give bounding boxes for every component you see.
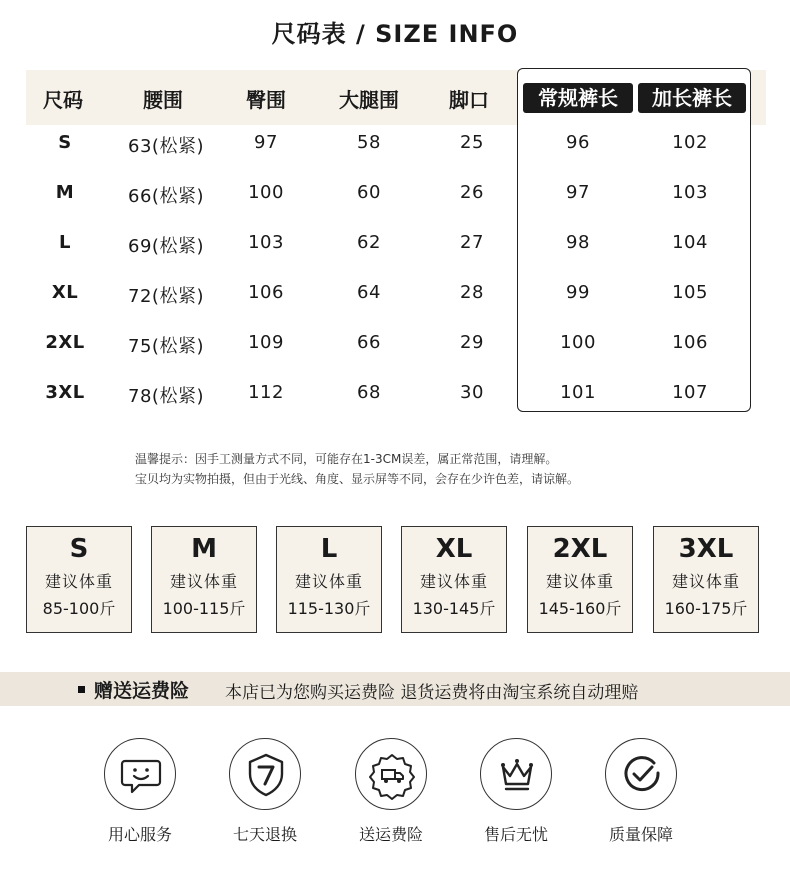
crown-icon [480,738,552,810]
header-regular-length: 常规裤长 [523,83,633,113]
cell-regular-length: 98 [566,232,590,253]
cell-long-length: 106 [672,332,708,353]
page-title: 尺码表 / SIZE INFO [271,20,519,48]
cell-thigh: 66 [357,332,381,353]
cell-leg-opening: 27 [460,232,484,253]
cell-hip: 97 [254,132,278,153]
cell-regular-length: 99 [566,282,590,303]
cell-waist: 63(松紧) [128,136,204,157]
check-circle-icon [605,738,677,810]
bullet-icon [78,686,85,693]
cell-regular-length: 100 [560,332,596,353]
cell-leg-opening: 28 [460,282,484,303]
weight-card-size: 2XL [552,534,608,564]
weight-card-xl [401,526,507,633]
service-label: 送运费险 [358,825,423,844]
cell-waist: 72(松紧) [128,286,204,307]
cell-leg-opening: 29 [460,332,484,353]
cell-long-length: 102 [672,132,708,153]
cell-thigh: 64 [357,282,381,303]
service-label: 售后无忧 [483,825,548,844]
weight-card-range: 115-130斤 [287,599,371,618]
weight-card-s [26,526,132,633]
weight-card-label: 建议体重 [169,572,238,591]
smile-chat-icon [104,738,176,810]
cell-thigh: 62 [357,232,381,253]
weight-card-label: 建议体重 [545,572,614,591]
cell-thigh: 68 [357,382,381,403]
cell-leg-opening: 26 [460,182,484,203]
cell-hip: 103 [248,232,284,253]
insurance-text: 本店已为您购买运费险 退货运费将由淘宝系统自动理赔 [225,683,639,703]
weight-card-size: 3XL [678,534,734,564]
weight-card-label: 建议体重 [44,572,113,591]
weight-card-size: S [69,534,89,564]
cell-waist: 78(松紧) [128,386,204,407]
cell-waist: 66(松紧) [128,186,204,207]
weight-card-2xl [527,526,633,633]
weight-card-range: 85-100斤 [42,599,116,618]
service-label: 用心服务 [107,825,172,844]
cell-hip: 100 [248,182,284,203]
cell-waist: 69(松紧) [128,236,204,257]
weight-card-size: XL [435,534,473,564]
cell-waist: 75(松紧) [128,336,204,357]
shield-seven-icon [229,738,301,810]
cell-size: XL [51,282,79,303]
header-long-length: 加长裤长 [638,83,746,113]
cell-hip: 106 [248,282,284,303]
cell-leg-opening: 30 [460,382,484,403]
weight-card-label: 建议体重 [671,572,740,591]
cell-regular-length: 96 [566,132,590,153]
cell-regular-length: 97 [566,182,590,203]
cell-long-length: 103 [672,182,708,203]
cell-size: L [59,232,71,253]
color-note: 宝贝均为实物拍摄，但由于光线、角度、显示屏等不同，会存在少许色差，请谅解。 [135,472,580,486]
weight-card-l [276,526,382,633]
weight-card-range: 100-115斤 [162,599,246,618]
cell-size: M [55,182,75,203]
weight-card-label: 建议体重 [419,572,488,591]
service-label: 质量保障 [608,825,673,844]
header-size: 尺码 [43,88,83,112]
service-label: 七天退换 [232,825,297,844]
delivery-badge-icon [355,738,427,810]
weight-card-3xl [653,526,759,633]
cell-thigh: 60 [357,182,381,203]
header-hip: 臀围 [246,88,286,112]
cell-hip: 109 [248,332,284,353]
header-leg-opening: 脚口 [449,88,489,112]
cell-regular-length: 101 [560,382,596,403]
cell-thigh: 58 [357,132,381,153]
weight-card-range: 130-145斤 [412,599,496,618]
cell-size: 3XL [45,382,85,403]
insurance-title: 赠送运费险 [94,680,190,702]
cell-size: 2XL [45,332,85,353]
measurement-note: 温馨提示：因手工测量方式不同，可能存在1-3CM误差，属正常范围，请理解。 [135,452,558,466]
header-thigh: 大腿围 [339,88,399,112]
weight-card-range: 160-175斤 [664,599,748,618]
weight-card-size: M [191,534,217,564]
weight-card-label: 建议体重 [294,572,363,591]
weight-card-range: 145-160斤 [538,599,622,618]
weight-card-m [151,526,257,633]
cell-leg-opening: 25 [460,132,484,153]
cell-long-length: 107 [672,382,708,403]
cell-hip: 112 [248,382,284,403]
cell-long-length: 104 [672,232,708,253]
cell-long-length: 105 [672,282,708,303]
header-waist: 腰围 [143,88,183,112]
cell-size: S [58,132,72,153]
weight-card-size: L [320,534,338,564]
